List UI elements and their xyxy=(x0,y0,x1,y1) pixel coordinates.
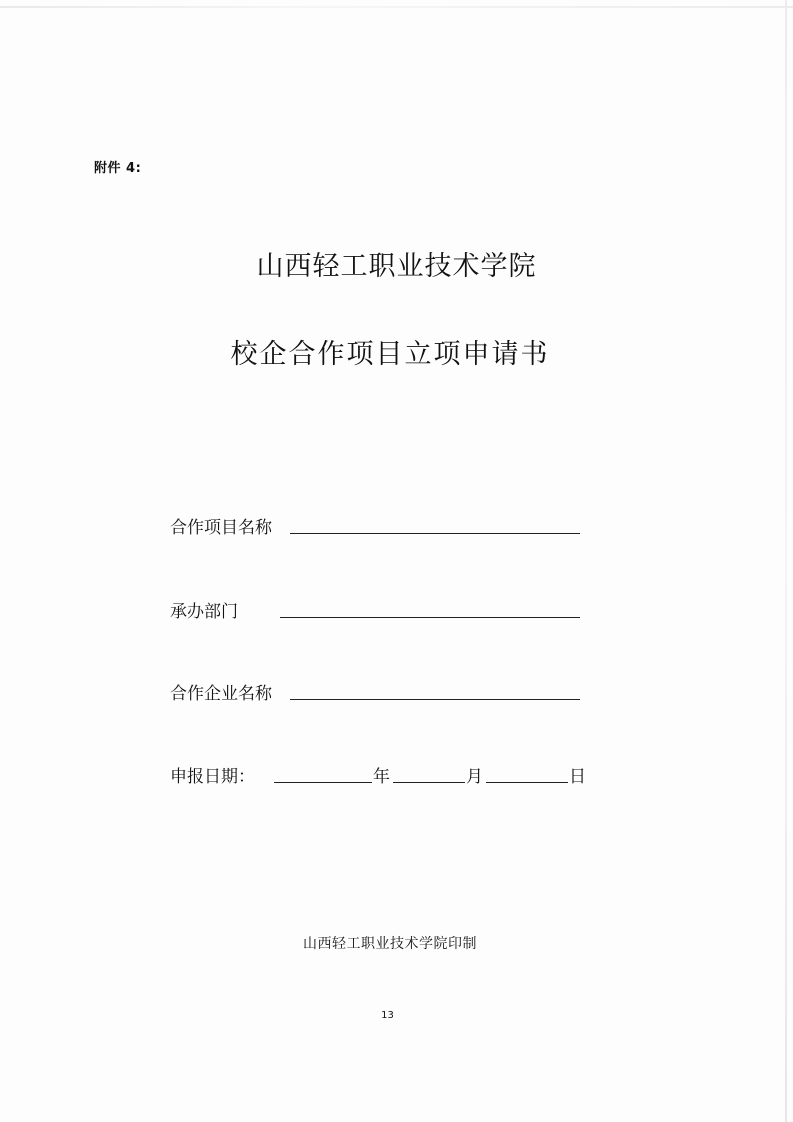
year-blank[interactable] xyxy=(274,762,372,783)
document-title: 校企合作项目立项申请书 xyxy=(230,339,550,370)
company-name-blank[interactable] xyxy=(290,679,580,700)
project-name-blank[interactable] xyxy=(290,513,580,534)
date-label: 申报日期： xyxy=(170,767,255,787)
department-label: 承办部门 xyxy=(170,602,238,622)
department-blank[interactable] xyxy=(280,597,580,618)
project-name-label: 合作项目名称 xyxy=(170,518,272,538)
company-name-label: 合作企业名称 xyxy=(170,684,272,704)
scan-edge-right xyxy=(785,0,787,1122)
year-label: 年 xyxy=(373,767,390,787)
school-name: 山西轻工职业技术学院 xyxy=(256,251,537,282)
page-number: 13 xyxy=(381,1010,394,1021)
month-blank[interactable] xyxy=(393,762,465,783)
day-blank[interactable] xyxy=(486,762,568,783)
month-label: 月 xyxy=(466,767,483,787)
attachment-label: 附件 4: xyxy=(94,161,142,176)
scan-edge-top xyxy=(0,6,793,8)
day-label: 日 xyxy=(569,767,586,787)
footer-printed-by: 山西轻工职业技术学院印制 xyxy=(303,936,477,952)
